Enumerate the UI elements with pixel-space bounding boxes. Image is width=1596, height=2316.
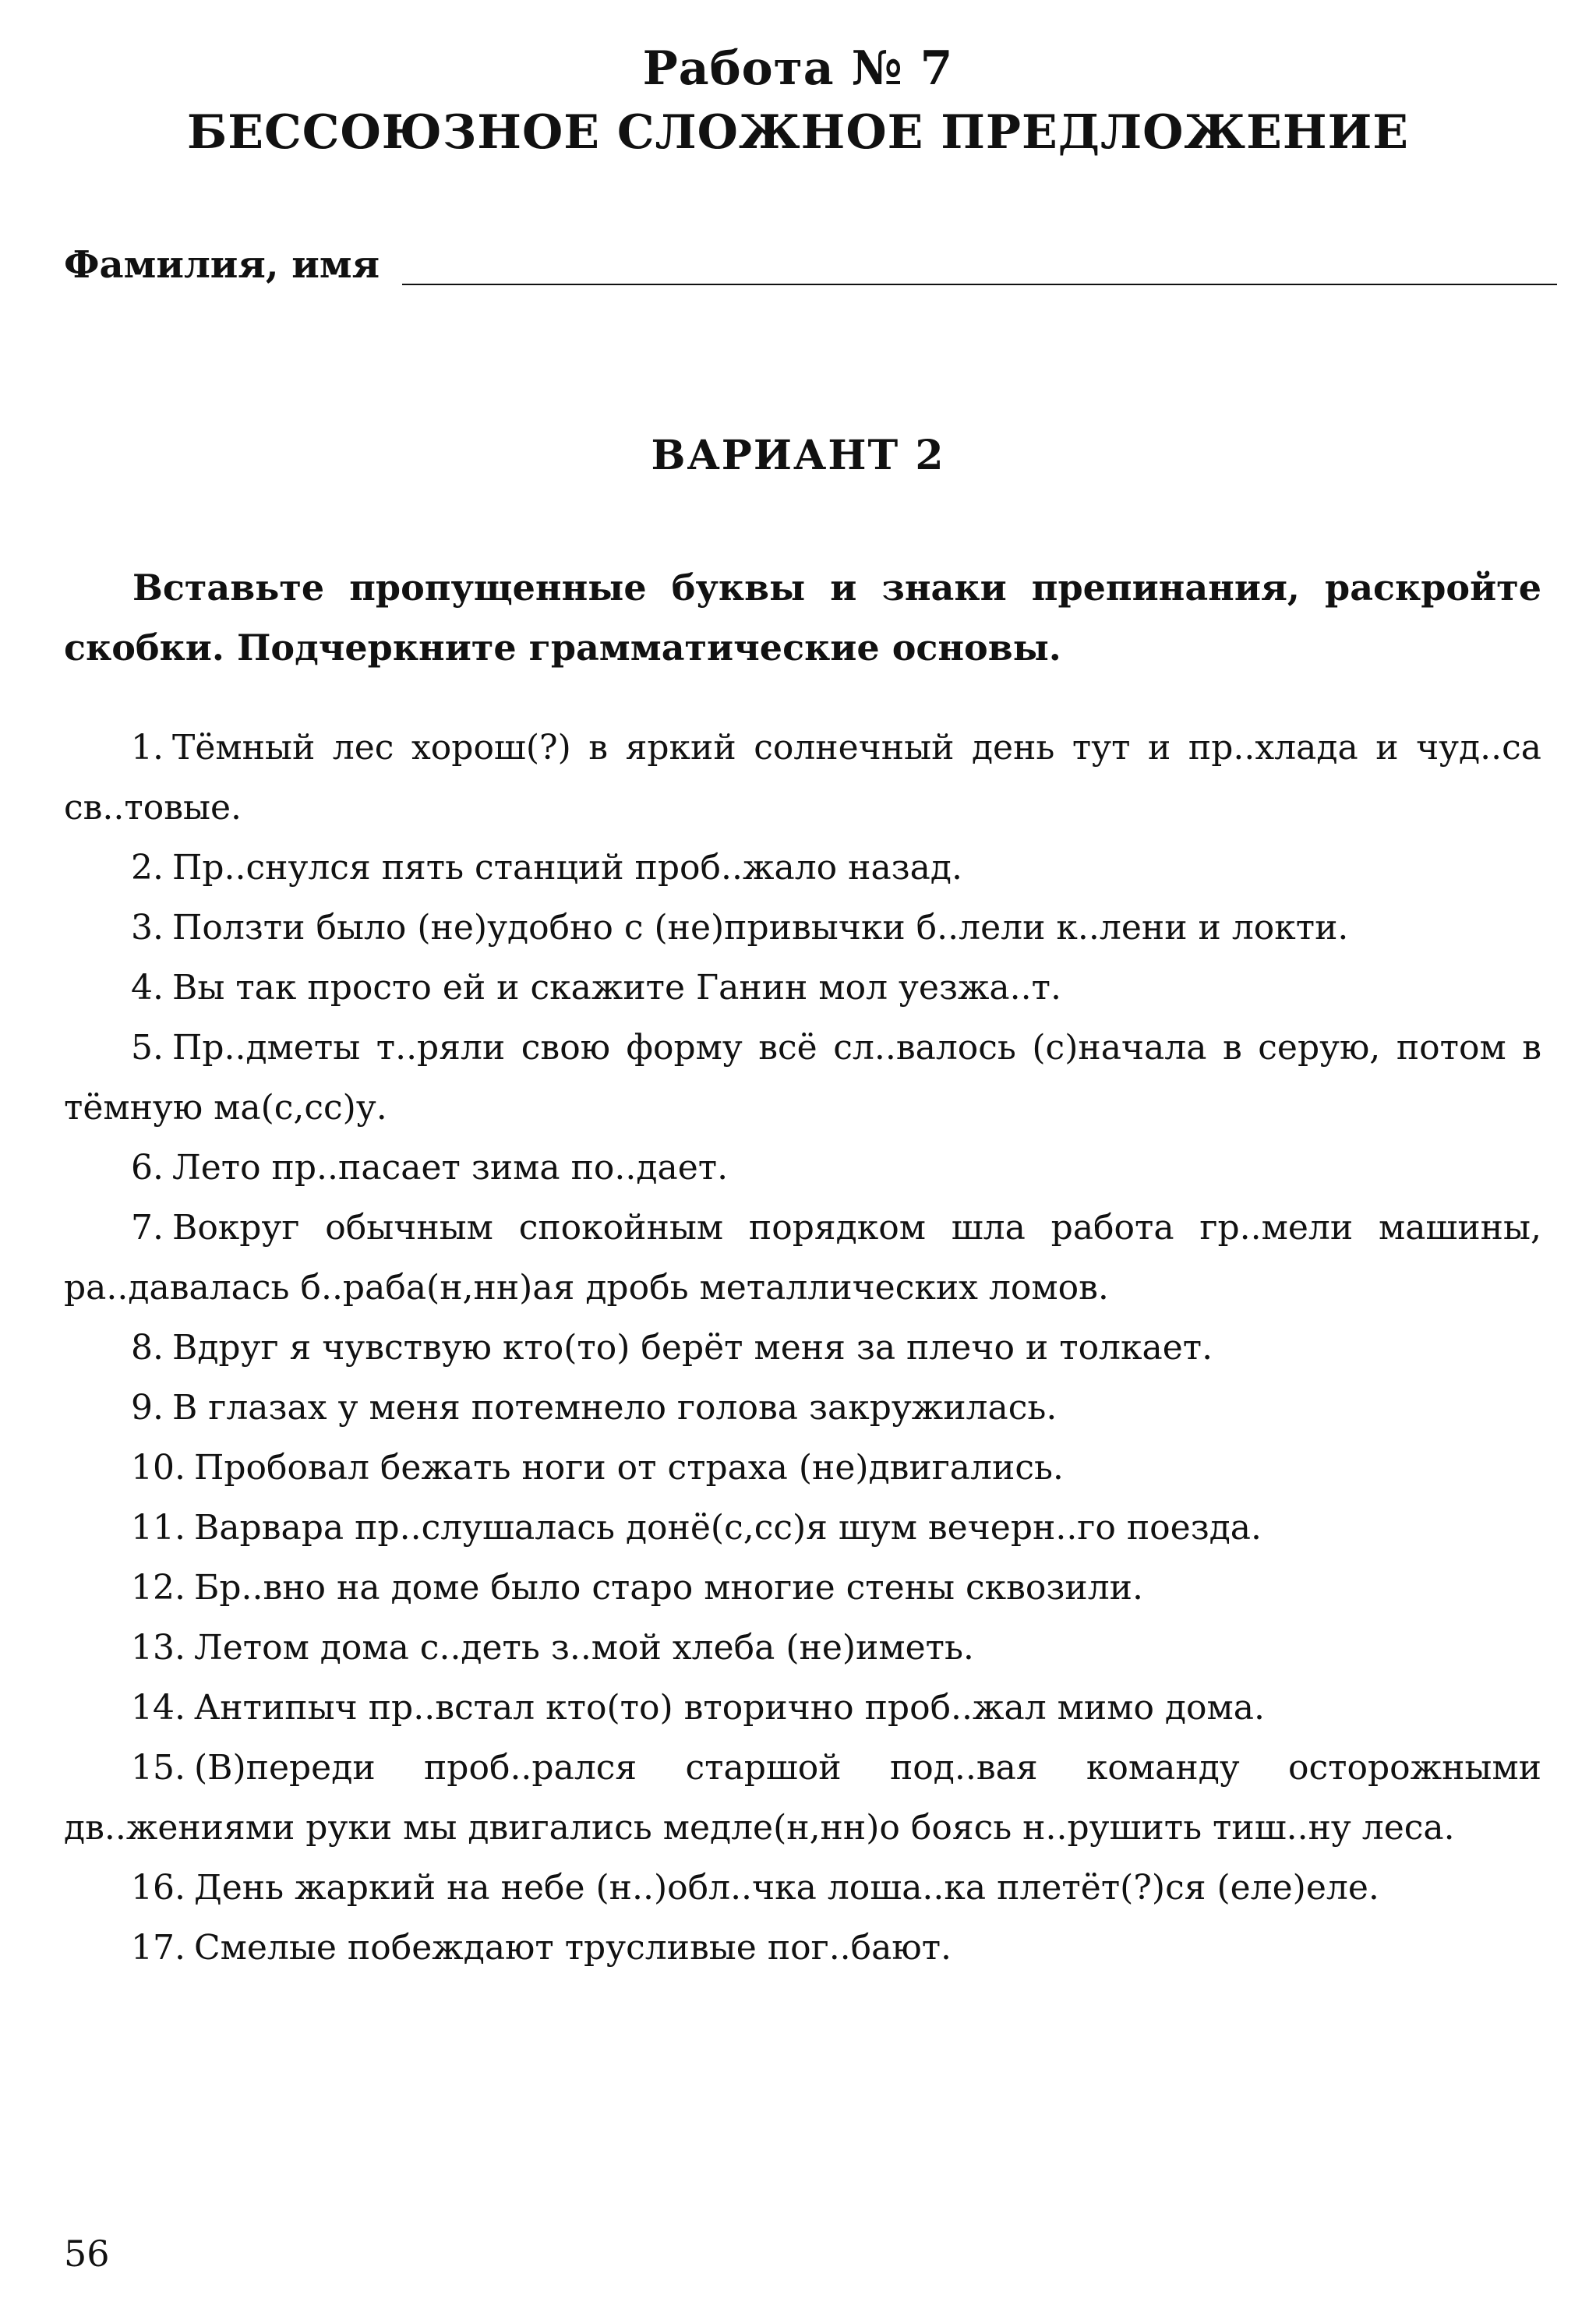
exercise-number: 9.: [131, 1388, 164, 1428]
name-field-row: [64, 235, 1498, 290]
variant-heading: ВАРИАНТ 2: [651, 432, 945, 479]
work-title: Работа № 7: [642, 41, 954, 96]
exercise-number: 2.: [131, 848, 164, 888]
exercise-number: 16.: [131, 1868, 185, 1908]
exercise-text: Пр..снулся пять станций проб..жало назад.: [171, 848, 962, 888]
exercise-number: 3.: [131, 908, 164, 948]
exercise-number: 8.: [131, 1328, 164, 1368]
exercise-text: Лето пр..пасает зима по..дает.: [171, 1148, 729, 1188]
exercise-text: Бр..вно на доме было старо многие стены сквозили.: [193, 1568, 1143, 1608]
exercise-text: В глазах у меня потемнело голова закружилась.: [171, 1388, 1058, 1428]
exercise-number: 14.: [131, 1688, 185, 1728]
exercise-number: 6.: [131, 1148, 164, 1188]
exercise-text: Летом дома с..деть з..мой хлеба (не)иметь.: [193, 1628, 974, 1668]
exercise-item: [64, 1318, 1541, 1378]
exercise-item: [64, 1618, 1541, 1678]
exercise-text: Ползти было (не)удобно с (не)привычки б..лели к..лени и локти.: [171, 908, 1349, 948]
exercise-number: 13.: [131, 1628, 185, 1668]
exercise-item: [64, 1738, 1541, 1858]
name-field-line[interactable]: [402, 284, 1557, 285]
exercise-number: 4.: [131, 968, 164, 1008]
exercise-item: [64, 1498, 1541, 1558]
exercise-item: [64, 1858, 1541, 1918]
exercise-number: 11.: [131, 1508, 185, 1548]
exercise-number: 17.: [131, 1928, 185, 1968]
exercise-item: [64, 1138, 1541, 1198]
exercise-text: Антипыч пр..встал кто(то) вторично проб..жал мимо дома.: [193, 1688, 1265, 1728]
exercise-text: Вы так просто ей и скажите Ганин мол уезжа..т.: [171, 968, 1061, 1008]
exercise-list: [64, 718, 1541, 1978]
exercise-item: [64, 898, 1541, 958]
exercise-text: Тёмный лес хорош(?) в яркий солнечный день тут и пр..хлада и чуд..са св..товые.: [64, 728, 1541, 828]
exercise-item: [64, 1678, 1541, 1738]
exercise-text: День жаркий на небе (н..)обл..чка лоша..ка плетёт(?)ся (еле)еле.: [193, 1868, 1379, 1908]
exercise-number: 1.: [131, 728, 164, 768]
exercise-item: [64, 1558, 1541, 1618]
exercise-item: [64, 1018, 1541, 1138]
exercise-item: [64, 1438, 1541, 1498]
topic-title: БЕССОЮЗНОЕ СЛОЖНОЕ ПРЕДЛОЖЕНИЕ: [187, 105, 1409, 160]
exercise-text: Вокруг обычным спокойным порядком шла работа гр..мели машины, ра..давалась б..раба(н,нн)ая дробь металлических ломов.: [64, 1208, 1541, 1308]
exercise-item: [64, 718, 1541, 838]
exercise-text: Варвара пр..слушалась донё(с,сс)я шум вечерн..го поезда.: [193, 1508, 1262, 1548]
exercise-text: Пр..дметы т..ряли свою форму всё сл..валось (с)начала в серую, потом в тёмную ма(с,сс)у.: [64, 1028, 1541, 1128]
task-instruction: Вставьте пропущенные буквы и знаки препинания, раскройте скобки. Подчеркните грамматические основы.: [64, 567, 1541, 669]
exercise-text: (В)переди проб..рался старшой под..вая команду осторожными дв..жениями руки мы двигались медле(н,нн)о боясь н..рушить тиш..ну леса.: [64, 1748, 1541, 1848]
exercise-text: Смелые побеждают трусливые пог..бают.: [193, 1928, 952, 1968]
exercise-item: [64, 958, 1541, 1018]
exercise-text: Вдруг я чувствую кто(то) берёт меня за плечо и толкает.: [171, 1328, 1213, 1368]
exercise-number: 5.: [131, 1028, 164, 1068]
page-number: 56: [64, 2233, 110, 2275]
exercise-item: [64, 838, 1541, 898]
exercise-number: 7.: [131, 1208, 164, 1248]
name-field-label: Фамилия, имя: [64, 243, 380, 287]
exercise-text: Пробовал бежать ноги от страха (не)двигались.: [193, 1448, 1064, 1488]
exercise-item: [64, 1378, 1541, 1438]
exercise-item: [64, 1198, 1541, 1318]
exercise-number: 10.: [131, 1448, 185, 1488]
exercise-number: 15.: [131, 1748, 185, 1788]
exercise-item: [64, 1918, 1541, 1978]
exercise-number: 12.: [131, 1568, 185, 1608]
